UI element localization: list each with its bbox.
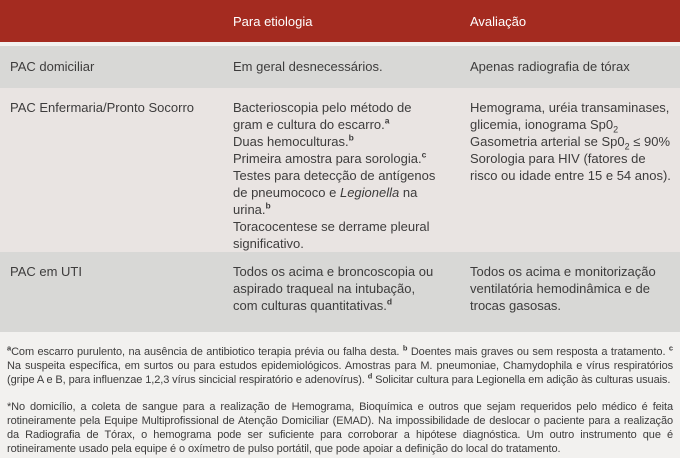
column-header-avaliacao: Avaliação — [470, 13, 527, 29]
table-header-row — [0, 0, 680, 42]
footnote-table-markers: $^a$Com escarro purulento, na ausência de antibiotico terapia prévia ou falha desta. $^b$ Doentes mais graves ou sem resposta a tratamento. $^c$ Na suspeita específica, em surtos ou para estudos epidemiológicos. Amostras para M. pneumoniae, Chamydophila e vírus respiratórios (gripe A e B, para influenzae 1,2,3 vírus sincicial respiratório e adenovírus). $^d$ Solicitar cultura para Legionella em adição às culturas usuais. — [7, 343, 673, 386]
row-label-pac-domiciliar: PAC domiciliar — [10, 59, 95, 74]
row-label-pac-enfermaria: PAC Enfermaria/Pronto Socorro — [10, 100, 194, 115]
column-header-etiologia: Para etiologia — [233, 13, 313, 29]
row-label-pac-uti: PAC em UTI — [10, 264, 82, 279]
table-row-pac-enfermaria — [0, 88, 680, 252]
cell-avaliacao-pac-enfermaria: Hemograma, uréia transaminases, glicemia, ionograma $Sp0_2$ Gasometria arterial se $Sp0_2 \le 90\%$ Sorologia para HIV (fatores de risco ou idade entre 15 e 54 anos). — [470, 100, 671, 183]
cell-etiologia-pac-enfermaria: Bacterioscopia pelo método de gram e cultura do escarro.$^a$ Duas hemoculturas.$^b$ Primeira amostra para sorologia.$^c$ Testes para detecção de antígenos de pneumococo e Legionella na urina.$^b$ Toracocentese se derrame pleural significativo. — [233, 100, 436, 251]
cell-etiologia-pac-domiciliar: Em geral desnecessários. — [233, 59, 383, 74]
cell-etiologia-pac-uti: Todos os acima e broncoscopia ou aspirado traqueal na intubação, com culturas quantitativas.$^d$ — [233, 264, 434, 313]
table-row-pac-uti — [0, 252, 680, 332]
cell-avaliacao-pac-domiciliar: Apenas radiografia de tórax — [470, 59, 630, 74]
cell-avaliacao-pac-uti: Todos os acima e monitorização ventilatória hemodinâmica e de trocas gasosas. — [470, 264, 656, 313]
footnotes-section — [0, 332, 680, 456]
table-row-pac-domiciliar — [0, 46, 680, 88]
footnote-domicilio-note: *No domicílio, a coleta de sangue para a realização de Hemograma, Bioquímica e outros que sejam requeridos pelo médico é feita rotineiramente pela Equipe Multiprofissional de Atenção Domiciliar (EMAD). Na impossibilidade de deslocar o paciente para a realização da Radiografia de Tórax, o hemograma pode ser suficiente para corroborar a hipótese diagnóstica. Um outro instrumento que é rotineiramente usado pela equipe é o oxímetro de pulso portátil, que pode apoiar a definição do local do tratamento. — [7, 401, 673, 455]
